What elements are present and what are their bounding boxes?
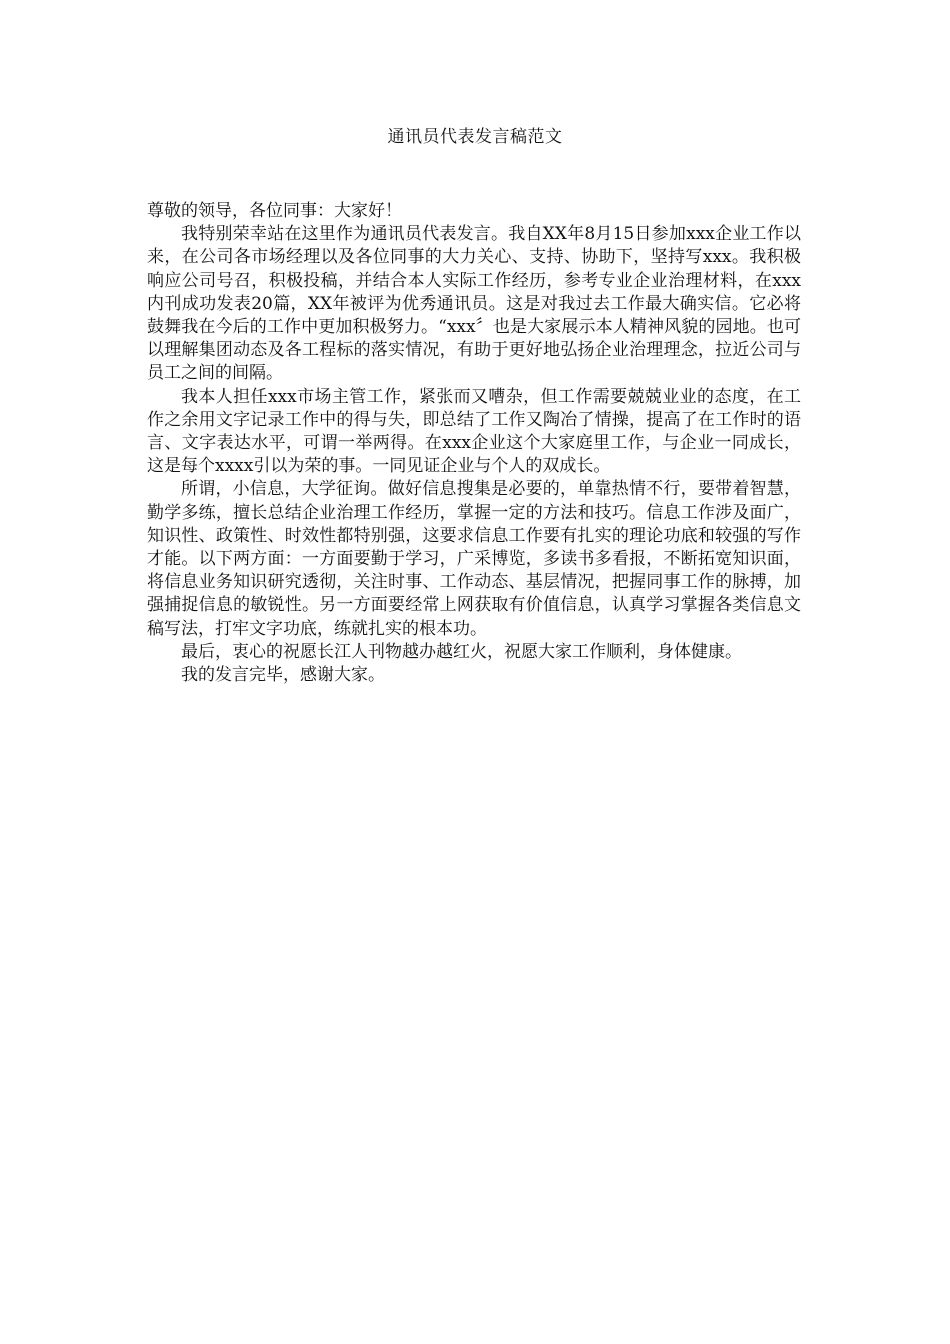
greeting-paragraph: 尊敬的领导，各位同事：大家好！ [147, 201, 402, 221]
body-paragraph: 所谓，小信息，大学征询。做好信息搜集是必要的，单靠热情不行，要带着智慧，勤学多练，擅长总结企业治理工作经历，掌握一定的方法和技巧。信息工作涉及面广，知识性、政策性、时效性都特别强，这要求信息工作要有扎实的理论功底和较强的写作才能。以下两方面：一方面要勤于学习，广采博览，多读书多看报，不断拓宽知识面，将信息业务知识研究透彻，关注时事、工作动态、基层情况，把握同事工作的脉搏，加强捕捉信息的敏锐性。另一方面要经常上网获取有价值信息，认真学习掌握各类信息文稿写法，打牢文字功底，练就扎实的根本功。 [147, 479, 801, 639]
body-paragraph: 最后，衷心的祝愿长江人刊物越办越红火，祝愿大家工作顺利，身体健康。 [181, 641, 742, 662]
document-body [147, 200, 801, 687]
document-title: 通讯员代表发言稿范文 [387, 127, 563, 147]
closing-paragraph: 我的发言完毕，感谢大家。 [181, 665, 385, 686]
body-paragraph: 我本人担任xxx市场主管工作，紧张而又嘈杂，但工作需要兢兢业业的态度，在工作之余用文字记录工作中的得与失，即总结了工作又陶冶了情操，提高了在工作时的语言、文字表达水平，可谓一举两得。在xxx企业这个大家庭里工作，与企业一同成长，这是每个xxxx引以为荣的事。一同见证企业与个人的双成长。 [147, 386, 801, 477]
body-paragraph: 我特别荣幸站在这里作为通讯员代表发言。我自XX年8月15日参加xxx企业工作以来，在公司各市场经理以及各位同事的大力关心、支持、协助下，坚持写xxx。我积极响应公司号召，积极投稿，并结合本人实际工作经历，参考专业企业治理材料，在xxx内刊成功发表20篇，XX年被评为优秀通讯员。这是对我过去工作最大确实信。它必将鼓舞我在今后的工作中更加积极努力。“xxx〞也是大家展示本人精神风貌的园地。也可以理解集团动态及各工程标的落实情况，有助于更好地弘扬企业治理理念，拉近公司与员工之间的间隔。 [147, 224, 801, 384]
